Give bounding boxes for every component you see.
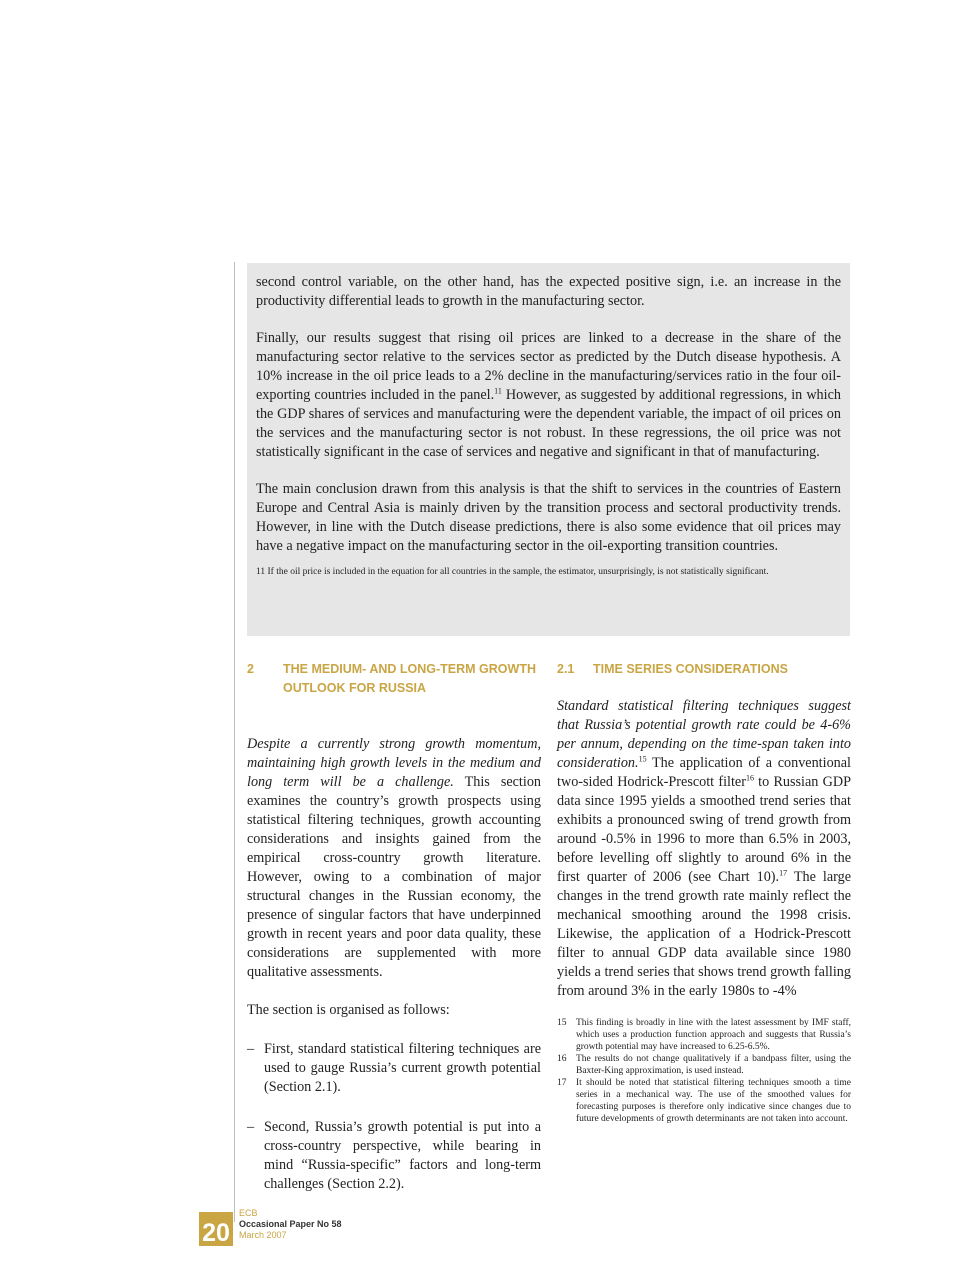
publication-date: March 2007 bbox=[239, 1230, 287, 1240]
boxed-text-panel bbox=[247, 263, 850, 636]
footnotes bbox=[557, 1017, 851, 1125]
box-paragraph-2 bbox=[256, 329, 841, 462]
margin-rule bbox=[234, 262, 235, 1222]
section-title: THE MEDIUM- AND LONG-TERM GROWTH OUTLOOK FOR RUSSIA bbox=[283, 662, 536, 695]
intro-text: This section examines the country’s growth prospects using statistical filtering techniques, growth accounting considerations and insights gained from the empirical cross-country growth literature. However, owing to a combination of major structural changes in the Russian economy, the presence of singular factors that have underpinned growth in recent years and poor data quality, these considerations are supplemented with more qualitative assessments. bbox=[247, 774, 542, 980]
time-series-italic: Standard statistical filtering techniques suggest that Russia’s potential growth rate could be 4-6% per annum, depending on the time-span taken into consideration. bbox=[557, 698, 851, 771]
intro-paragraph bbox=[247, 735, 541, 982]
footnote-15 bbox=[557, 1017, 851, 1053]
box-footnote-11: 11 If the oil price is included in the equation for all countries in the sample, the estimator, unsurprisingly, is not statistically significant. bbox=[256, 567, 769, 577]
subsection-heading-2-1 bbox=[557, 660, 851, 679]
footnote-ref-15[interactable]: 15 bbox=[638, 754, 647, 764]
footnote-text: The results do not change qualitatively if a bandpass filter, using the Baxter-King approximation, is used instead. bbox=[576, 1054, 851, 1076]
list-item-text: First, standard statistical filtering techniques are used to gauge Russia’s current growth potential (Section 2.1). bbox=[264, 1041, 541, 1095]
time-series-text-1: The application of a conventional two-sided Hodrick-Prescott filter bbox=[557, 755, 851, 790]
box-paragraph-2-text-a: Finally, our results suggest that rising oil prices are linked to a decrease in the share of the manufacturing sector relative to the services sector as predicted by the Dutch disease hypothesis. A 10% increase in the oil price leads to a 2% decline in the manufacturing/services ratio in the four oil-exporting countries included in the panel. bbox=[256, 330, 841, 403]
footnote-number: 15 bbox=[557, 1018, 567, 1028]
time-series-text-3: The large changes in the trend growth rate mainly reflect the mechanical smoothing around the 1998 crisis. Likewise, the application of a Hodrick-Prescott filter to annual GDP data available since 1980 yields a trend series that shows trend growth falling from around 3% in the early 1980s to -4% bbox=[557, 869, 851, 999]
footnote-number: 16 bbox=[557, 1054, 567, 1064]
right-column bbox=[557, 660, 851, 1125]
dash-bullet: – bbox=[247, 1041, 255, 1057]
footnote-17 bbox=[557, 1077, 851, 1125]
organisation-sentence: The section is organised as follows: bbox=[247, 1002, 450, 1018]
list-item bbox=[247, 1118, 541, 1194]
box-paragraph-1: second control variable, on the other hand, has the expected positive sign, i.e. an increase in the productivity differential leads to growth in the manufacturing sector. bbox=[256, 274, 841, 309]
time-series-paragraph bbox=[557, 697, 851, 1001]
list-item-text: Second, Russia’s growth potential is put into a cross-country perspective, while bearing in mind “Russia-specific” factors and long-term challenges (Section 2.2). bbox=[264, 1119, 541, 1192]
footnote-text: This finding is broadly in line with the latest assessment by IMF staff, which uses a production function approach and suggests that Russia’s growth potential may have increased to 6.25-6.5%. bbox=[576, 1018, 851, 1052]
section-number: 2 bbox=[247, 662, 254, 676]
footnote-ref-11[interactable]: 11 bbox=[494, 386, 502, 396]
section-heading-2 bbox=[247, 660, 541, 698]
paper-title: Occasional Paper No 58 bbox=[239, 1219, 342, 1229]
footnote-ref-17[interactable]: 17 bbox=[779, 868, 788, 878]
publication-info bbox=[239, 1208, 342, 1241]
footnote-16 bbox=[557, 1053, 851, 1077]
subsection-title: TIME SERIES CONSIDERATIONS bbox=[593, 662, 788, 676]
section-outline-list bbox=[247, 1040, 541, 1194]
time-series-text-2: to Russian GDP data since 1995 yields a smoothed trend series that exhibits a pronounced swing of trend growth from around -0.5% in 1996 to more than 6.5% in 2003, before levelling off slightly to around 6% in the first quarter of 2006 (see Chart 10). bbox=[557, 774, 851, 885]
intro-italic: Despite a currently strong growth momentum, maintaining high growth levels in the medium and long term will be a challenge. bbox=[247, 736, 541, 790]
box-paragraph-3: The main conclusion drawn from this analysis is that the shift to services in the countries of Eastern Europe and Central Asia is mainly driven by the transition process and sectoral productivity trends. However, in line with the Dutch disease predictions, there is also some evidence that oil prices may have a negative impact on the manufacturing sector in the oil-exporting transition countries. bbox=[256, 481, 841, 554]
footnote-ref-16[interactable]: 16 bbox=[745, 773, 754, 783]
box-paragraph-2-text-b: However, as suggested by additional regressions, in which the GDP shares of services and manufacturing were the dependent variable, the impact of oil prices on the services and the manufacturing sector is not robust. In these regressions, the oil price was not statistically significant in the case of services and negative and significant in that of manufacturing. bbox=[256, 387, 841, 460]
dash-bullet: – bbox=[247, 1119, 255, 1135]
publisher-label: ECB bbox=[239, 1208, 258, 1218]
page-number: 20 bbox=[199, 1212, 233, 1246]
subsection-number: 2.1 bbox=[557, 662, 575, 676]
list-item bbox=[247, 1040, 541, 1097]
footnote-text: It should be noted that statistical filtering techniques smooth a time series in a mechanical way. The use of the smoothed values for forecasting purposes is therefore only indicative since changes due to future developments of growth determinants are not taken into account. bbox=[576, 1078, 851, 1124]
footnote-number: 17 bbox=[557, 1078, 567, 1088]
left-column bbox=[247, 660, 541, 1194]
